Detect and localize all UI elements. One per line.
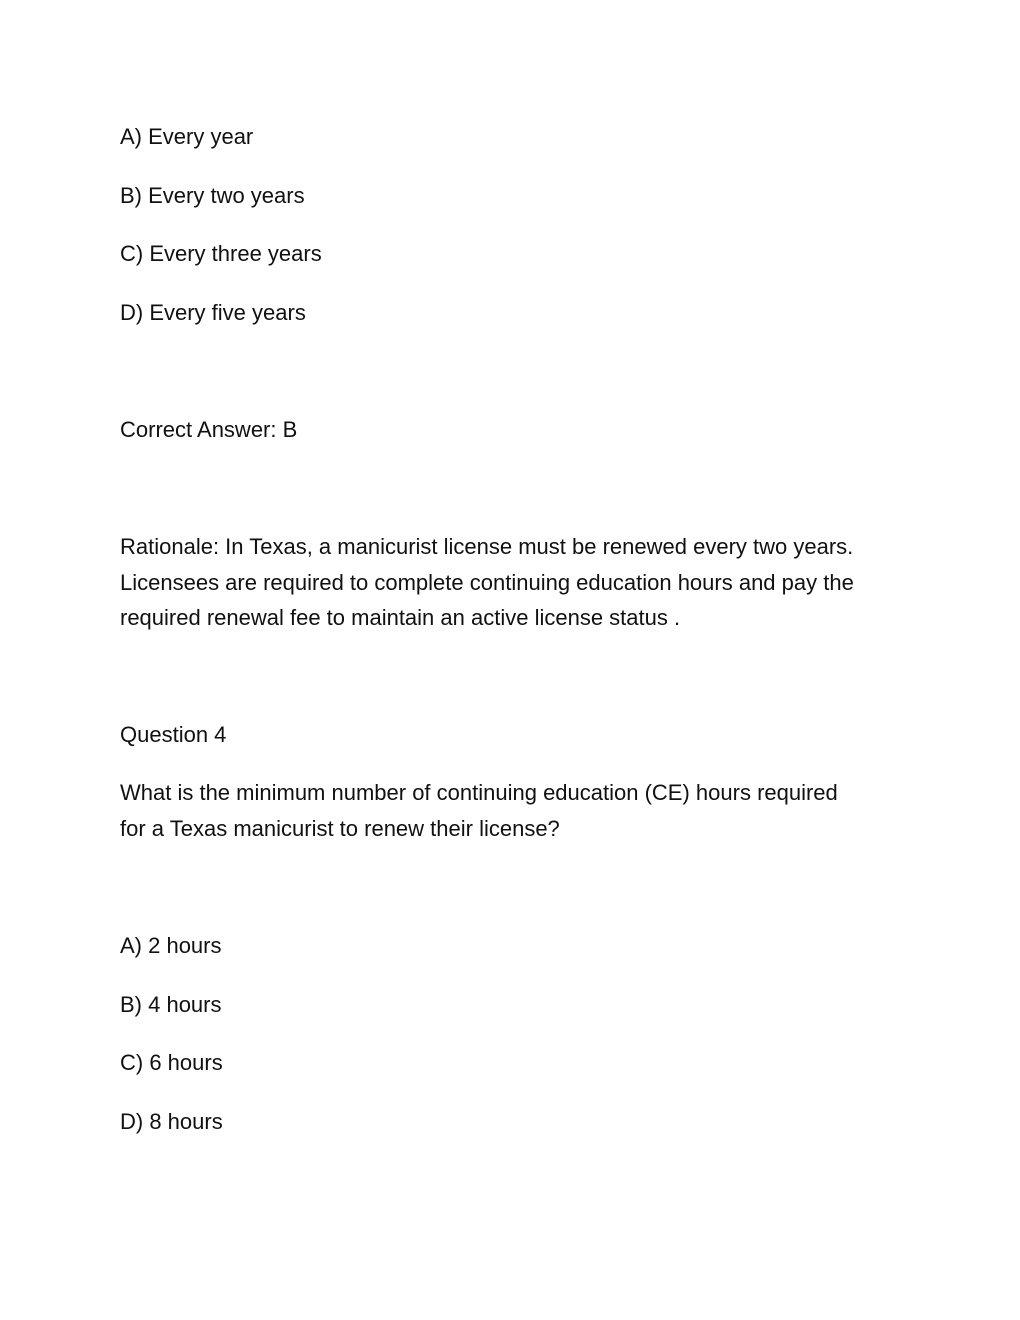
option-d: D) 8 hours (120, 1109, 223, 1134)
option-b: B) Every two years (120, 183, 305, 208)
rationale-paragraph: Rationale: In Texas, a manicurist license must be renewed every two years. Licensees are required to complete continuing education hours and pay the required renewal fee to maintain an active license status . (120, 534, 854, 630)
option-c: C) 6 hours (120, 1050, 223, 1075)
option-c: C) Every three years (120, 241, 322, 266)
option-d: D) Every five years (120, 300, 306, 325)
question-text: What is the minimum number of continuing education (CE) hours required for a Texas manicurist to renew their license? (120, 780, 838, 841)
correct-answer: Correct Answer: B (120, 417, 298, 442)
option-a: A) 2 hours (120, 933, 222, 958)
option-a: A) Every year (120, 124, 254, 149)
option-b: B) 4 hours (120, 992, 222, 1017)
question-heading: Question 4 (120, 722, 227, 747)
